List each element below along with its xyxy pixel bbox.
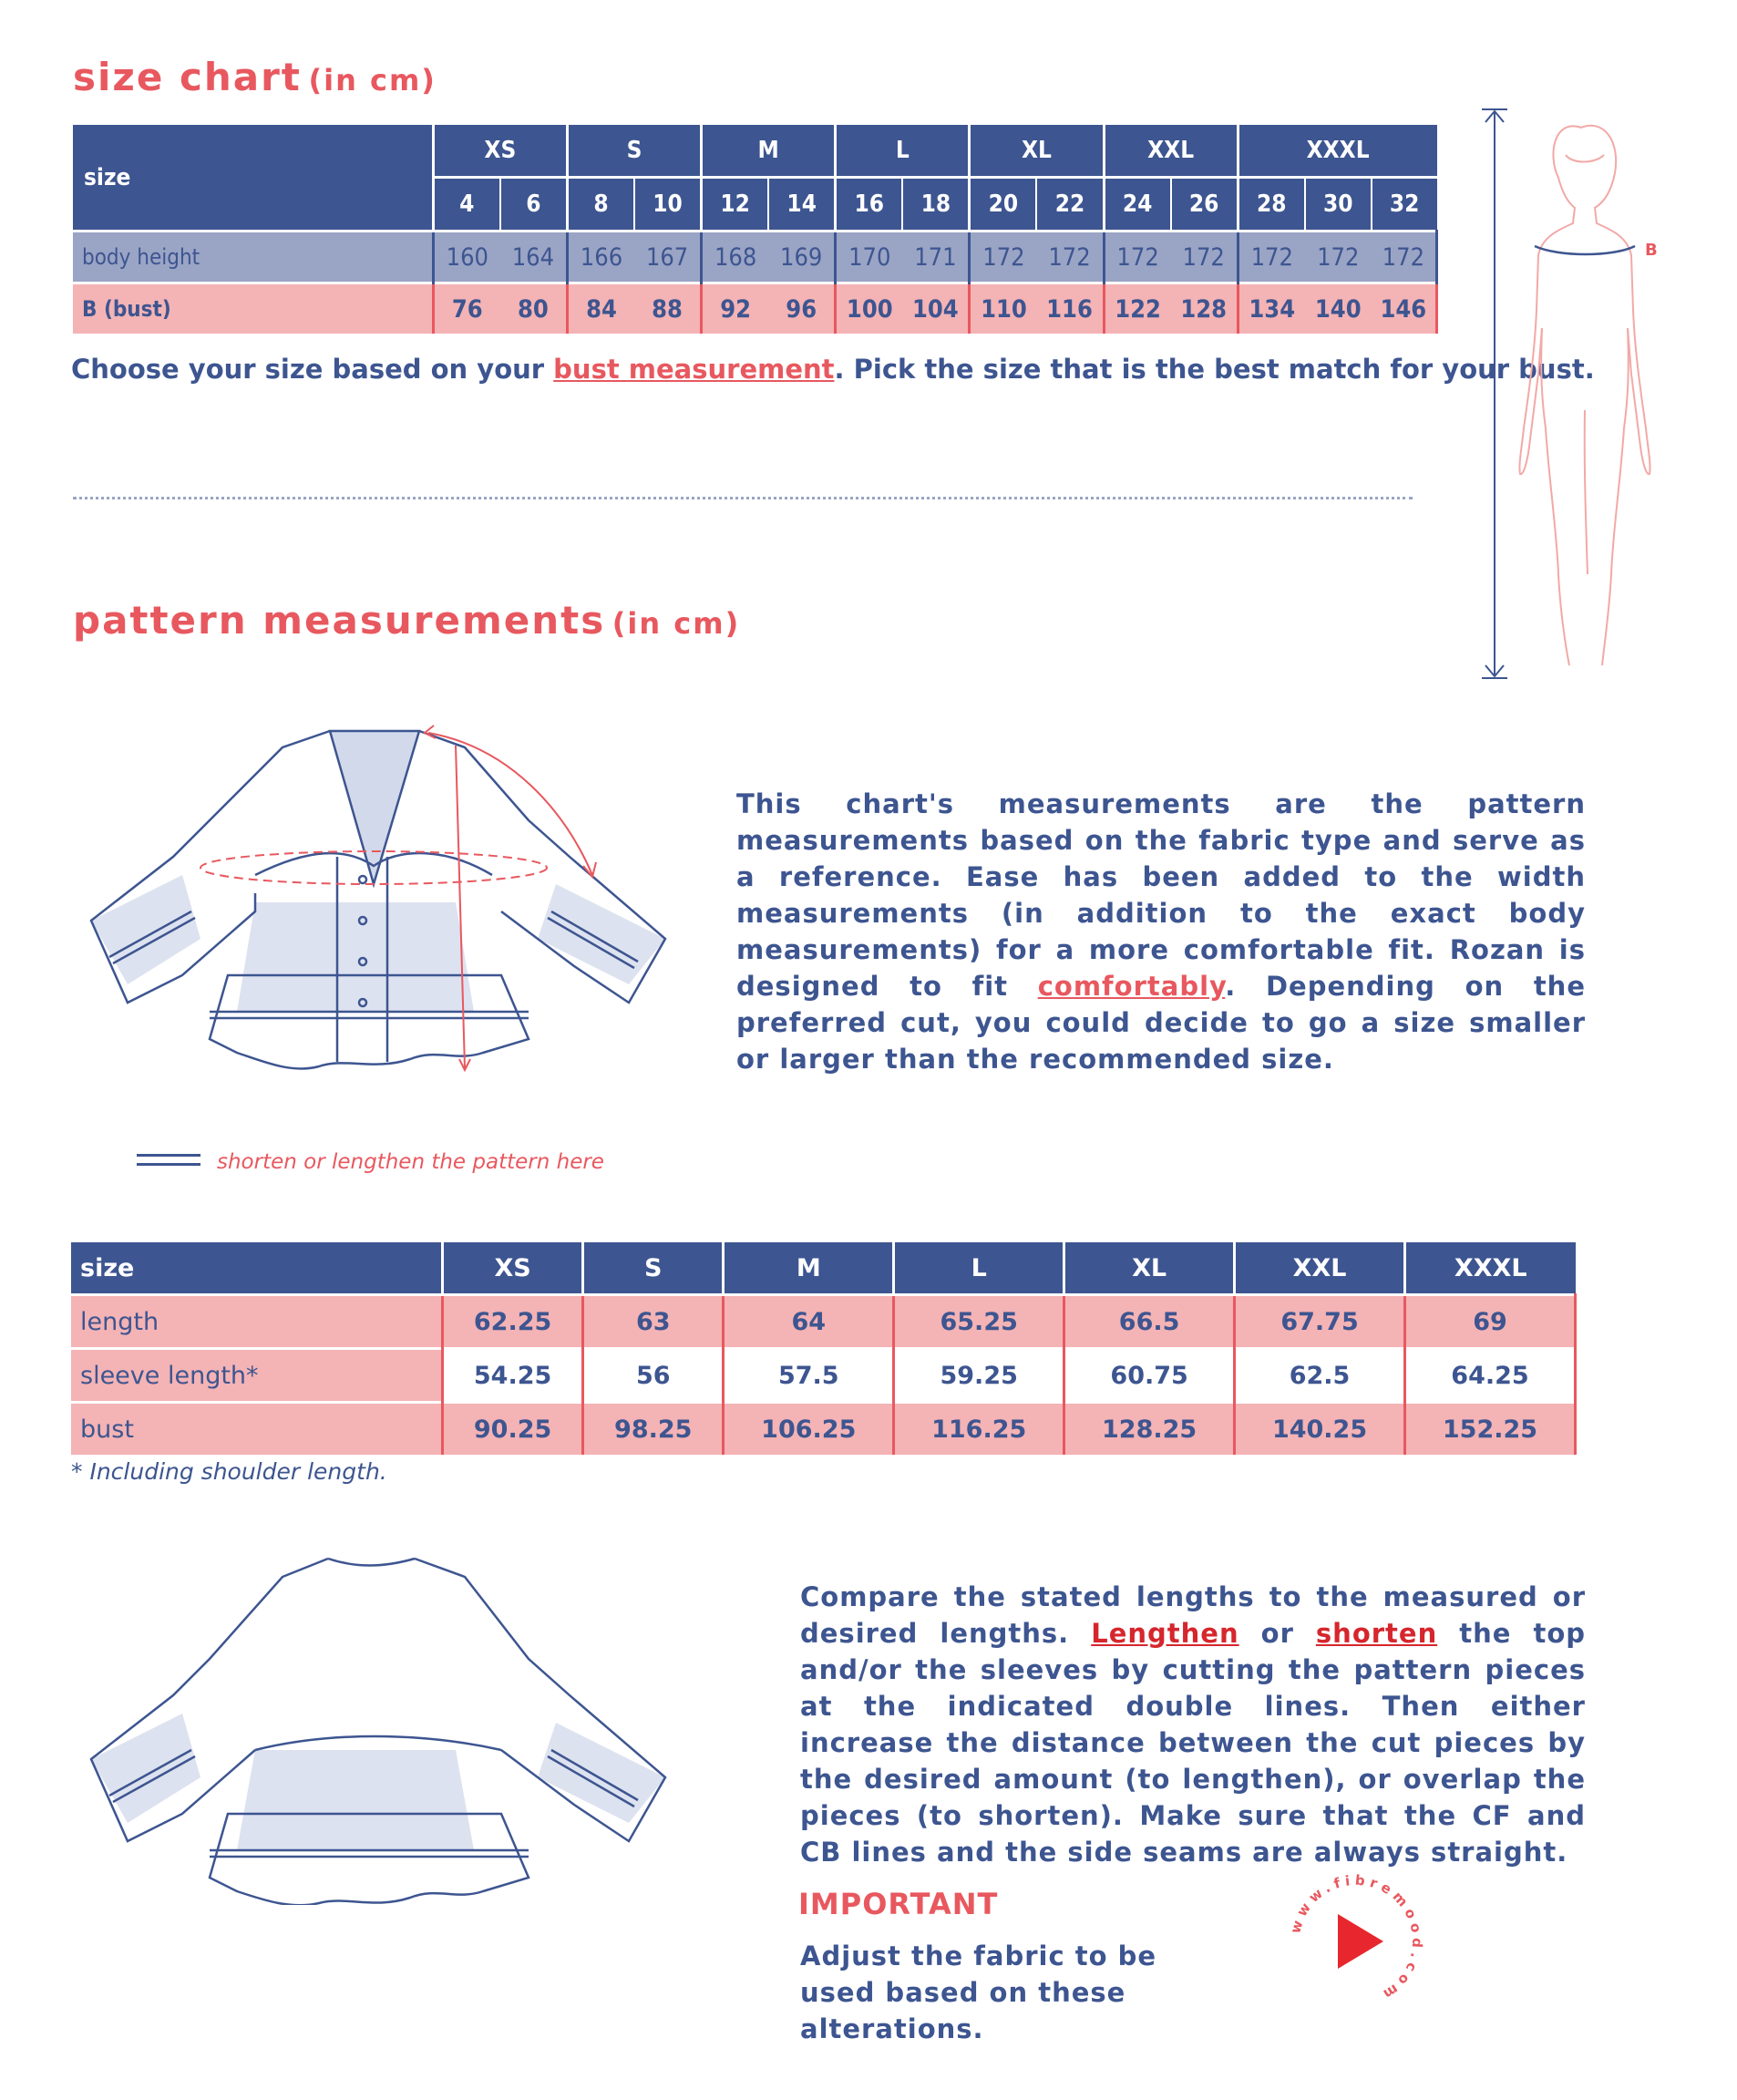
garment-front-illustration	[73, 711, 683, 1094]
numeric-size-4: 4	[433, 178, 500, 232]
size-group-xxxl: XXXL	[1238, 125, 1436, 178]
body-height-cell: 172	[1305, 232, 1372, 283]
size-group-s: S	[567, 125, 701, 178]
pattern-size-header: size	[71, 1242, 443, 1295]
legend-text: shorten or lengthen the pattern here	[217, 1150, 604, 1174]
pattern-value-cell: 60.75	[1064, 1349, 1235, 1403]
pattern-title-text: pattern measurements	[73, 598, 606, 643]
pattern-value-cell: 65.25	[894, 1295, 1064, 1349]
body-height-cell: 171	[902, 232, 970, 283]
numeric-size-14: 14	[768, 178, 836, 232]
numeric-size-6: 6	[500, 178, 568, 232]
bust-label-suffix: (bust)	[97, 296, 171, 322]
body-height-cell: 164	[500, 232, 568, 283]
pattern-value-cell: 90.25	[443, 1403, 583, 1456]
bust-cell: 116	[1036, 283, 1104, 335]
size-group-xxl: XXL	[1104, 125, 1238, 178]
body-height-cell: 172	[1036, 232, 1104, 283]
pattern-value-cell: 152.25	[1405, 1403, 1576, 1456]
pattern-value-cell: 64.25	[1405, 1349, 1576, 1403]
bust-cell: 88	[634, 283, 702, 335]
bust-measurement-link[interactable]: bust measurement	[553, 354, 835, 385]
size-group-l: L	[836, 125, 970, 178]
numeric-size-18: 18	[902, 178, 970, 232]
logo-text-path: www.fibremood.com	[1287, 1871, 1426, 2005]
alteration-text-2: or	[1239, 1618, 1316, 1649]
footnote: * Including shoulder length.	[71, 1458, 387, 1485]
pattern-value-cell: 64	[724, 1295, 894, 1349]
pattern-value-cell: 116.25	[894, 1403, 1064, 1456]
bust-cell: 110	[970, 283, 1037, 335]
pattern-description-text-1: This chart's measurements are the pattern measurements based on the fabric type and serve as a reference. Ease has been added to the width measurements (in addition to the exact body measurements) for a more comfortable fit. Rozan is designed to fit	[736, 788, 1586, 1002]
pattern-size-xs: XS	[443, 1242, 583, 1295]
size-chart-title-text: size chart	[73, 55, 302, 99]
body-height-cell: 160	[433, 232, 500, 283]
size-group-xl: XL	[970, 125, 1104, 178]
section-divider	[73, 497, 1413, 499]
pattern-value-cell: 106.25	[724, 1403, 894, 1456]
bust-cell: 134	[1238, 283, 1305, 335]
important-text: Adjust the fabric to be used based on these alterations.	[800, 1940, 1157, 2044]
row-label-body-height	[73, 232, 433, 283]
body-height-cell: 172	[1104, 232, 1171, 283]
pattern-size-m: M	[724, 1242, 894, 1295]
bust-cell: 92	[702, 283, 769, 335]
pattern-value-cell: 57.5	[724, 1349, 894, 1403]
size-header-label: size	[73, 125, 433, 232]
pattern-size-xxl: XXL	[1235, 1242, 1405, 1295]
pattern-value-cell: 140.25	[1235, 1403, 1405, 1456]
bust-cell: 80	[500, 283, 568, 335]
bust-marker: B	[1645, 241, 1658, 260]
numeric-size-16: 16	[836, 178, 903, 232]
lengthen-link[interactable]: Lengthen	[1091, 1618, 1239, 1649]
important-heading: IMPORTANT	[798, 1887, 999, 1921]
bust-cell: 96	[768, 283, 836, 335]
numeric-size-22: 22	[1036, 178, 1104, 232]
bust-line	[1535, 246, 1635, 254]
pattern-value-cell: 66.5	[1064, 1295, 1235, 1349]
double-line-legend-icon	[137, 1154, 200, 1166]
numeric-size-8: 8	[567, 178, 634, 232]
numeric-size-24: 24	[1104, 178, 1171, 232]
pattern-value-cell: 63	[583, 1295, 724, 1349]
alteration-text-1: Compare the stated lengths to the measured or desired lengths.	[800, 1581, 1586, 1649]
row-label-bust	[73, 283, 433, 335]
body-outline	[1519, 126, 1650, 665]
pattern-value-cell: 62.25	[443, 1295, 583, 1349]
pattern-unit: (in cm)	[612, 606, 741, 641]
height-arrow	[1482, 109, 1507, 678]
pattern-measurements-title	[73, 598, 740, 643]
pattern-value-cell: 54.25	[443, 1349, 583, 1403]
body-height-cell: 172	[1171, 232, 1239, 283]
body-height-label: body height	[82, 244, 200, 270]
pattern-size-xl: XL	[1064, 1242, 1235, 1295]
size-group-xs: XS	[433, 125, 567, 178]
body-height-cell: 172	[970, 232, 1037, 283]
bust-cell: 84	[567, 283, 634, 335]
pattern-value-cell: 67.75	[1235, 1295, 1405, 1349]
size-instruction-text-1: Choose your size based on your	[71, 354, 554, 385]
size-chart-unit: (in cm)	[308, 63, 437, 98]
bust-cell: 100	[836, 283, 903, 335]
pattern-description	[736, 786, 1586, 1077]
bust-cell: 76	[433, 283, 500, 335]
pattern-value-cell: 128.25	[1064, 1403, 1235, 1456]
body-height-cell: 172	[1372, 232, 1437, 283]
size-instruction-text-2: . Pick the size that is the best match for your bust.	[834, 354, 1595, 385]
pattern-size-xxxl: XXXL	[1405, 1242, 1576, 1295]
size-chart-title	[73, 55, 437, 99]
pattern-value-cell: 59.25	[894, 1349, 1064, 1403]
play-icon	[1338, 1914, 1383, 1969]
garment-back-illustration	[73, 1540, 683, 1905]
body-height-cell: 167	[634, 232, 702, 283]
alteration-instructions	[800, 1579, 1586, 1870]
alteration-text-3: the top and/or the sleeves by cutting the pattern pieces at the indicated double lines. Then either increase the distance between the cut pieces by the desired amount (to lengthen), or overlap the pieces (to shorten). Make sure that the CF and CB lines and the side seams are always straight.	[800, 1618, 1587, 1868]
pattern-value-cell: 98.25	[583, 1403, 724, 1456]
shorten-link[interactable]: shorten	[1315, 1618, 1438, 1649]
pattern-value-cell: 69	[1405, 1295, 1576, 1349]
size-instruction	[71, 354, 1595, 385]
numeric-size-12: 12	[702, 178, 769, 232]
pattern-measurements-table	[71, 1242, 1577, 1455]
body-height-cell: 166	[567, 232, 634, 283]
body-height-cell: 169	[768, 232, 836, 283]
body-figure-illustration	[1458, 100, 1677, 684]
pattern-size-s: S	[583, 1242, 724, 1295]
numeric-size-32: 32	[1372, 178, 1437, 232]
bust-cell: 146	[1372, 283, 1437, 335]
bust-label-letter: B	[82, 296, 98, 322]
comfortably-link[interactable]: comfortably	[1037, 971, 1226, 1002]
row-label-bust: bust	[71, 1403, 443, 1456]
pattern-size-l: L	[894, 1242, 1064, 1295]
row-label-length: length	[71, 1295, 443, 1349]
pattern-value-cell: 62.5	[1235, 1349, 1405, 1403]
bust-cell: 128	[1171, 283, 1239, 335]
body-height-cell: 172	[1238, 232, 1305, 283]
bust-cell: 140	[1305, 283, 1372, 335]
bust-cell: 122	[1104, 283, 1171, 335]
numeric-size-10: 10	[634, 178, 702, 232]
numeric-size-28: 28	[1238, 178, 1305, 232]
body-height-cell: 170	[836, 232, 903, 283]
fibremood-logo[interactable]	[1283, 1868, 1429, 2014]
size-chart-table	[73, 125, 1438, 334]
row-label-sleeve-length: sleeve length*	[71, 1349, 443, 1403]
size-group-m: M	[702, 125, 836, 178]
pattern-value-cell: 56	[583, 1349, 724, 1403]
numeric-size-20: 20	[970, 178, 1037, 232]
body-height-cell: 168	[702, 232, 769, 283]
bust-cell: 104	[902, 283, 970, 335]
numeric-size-26: 26	[1171, 178, 1239, 232]
numeric-size-30: 30	[1305, 178, 1372, 232]
pattern-description-text-2: . Depending on the preferred cut, you could decide to go a size smaller or larger than the recommended size.	[736, 971, 1586, 1075]
